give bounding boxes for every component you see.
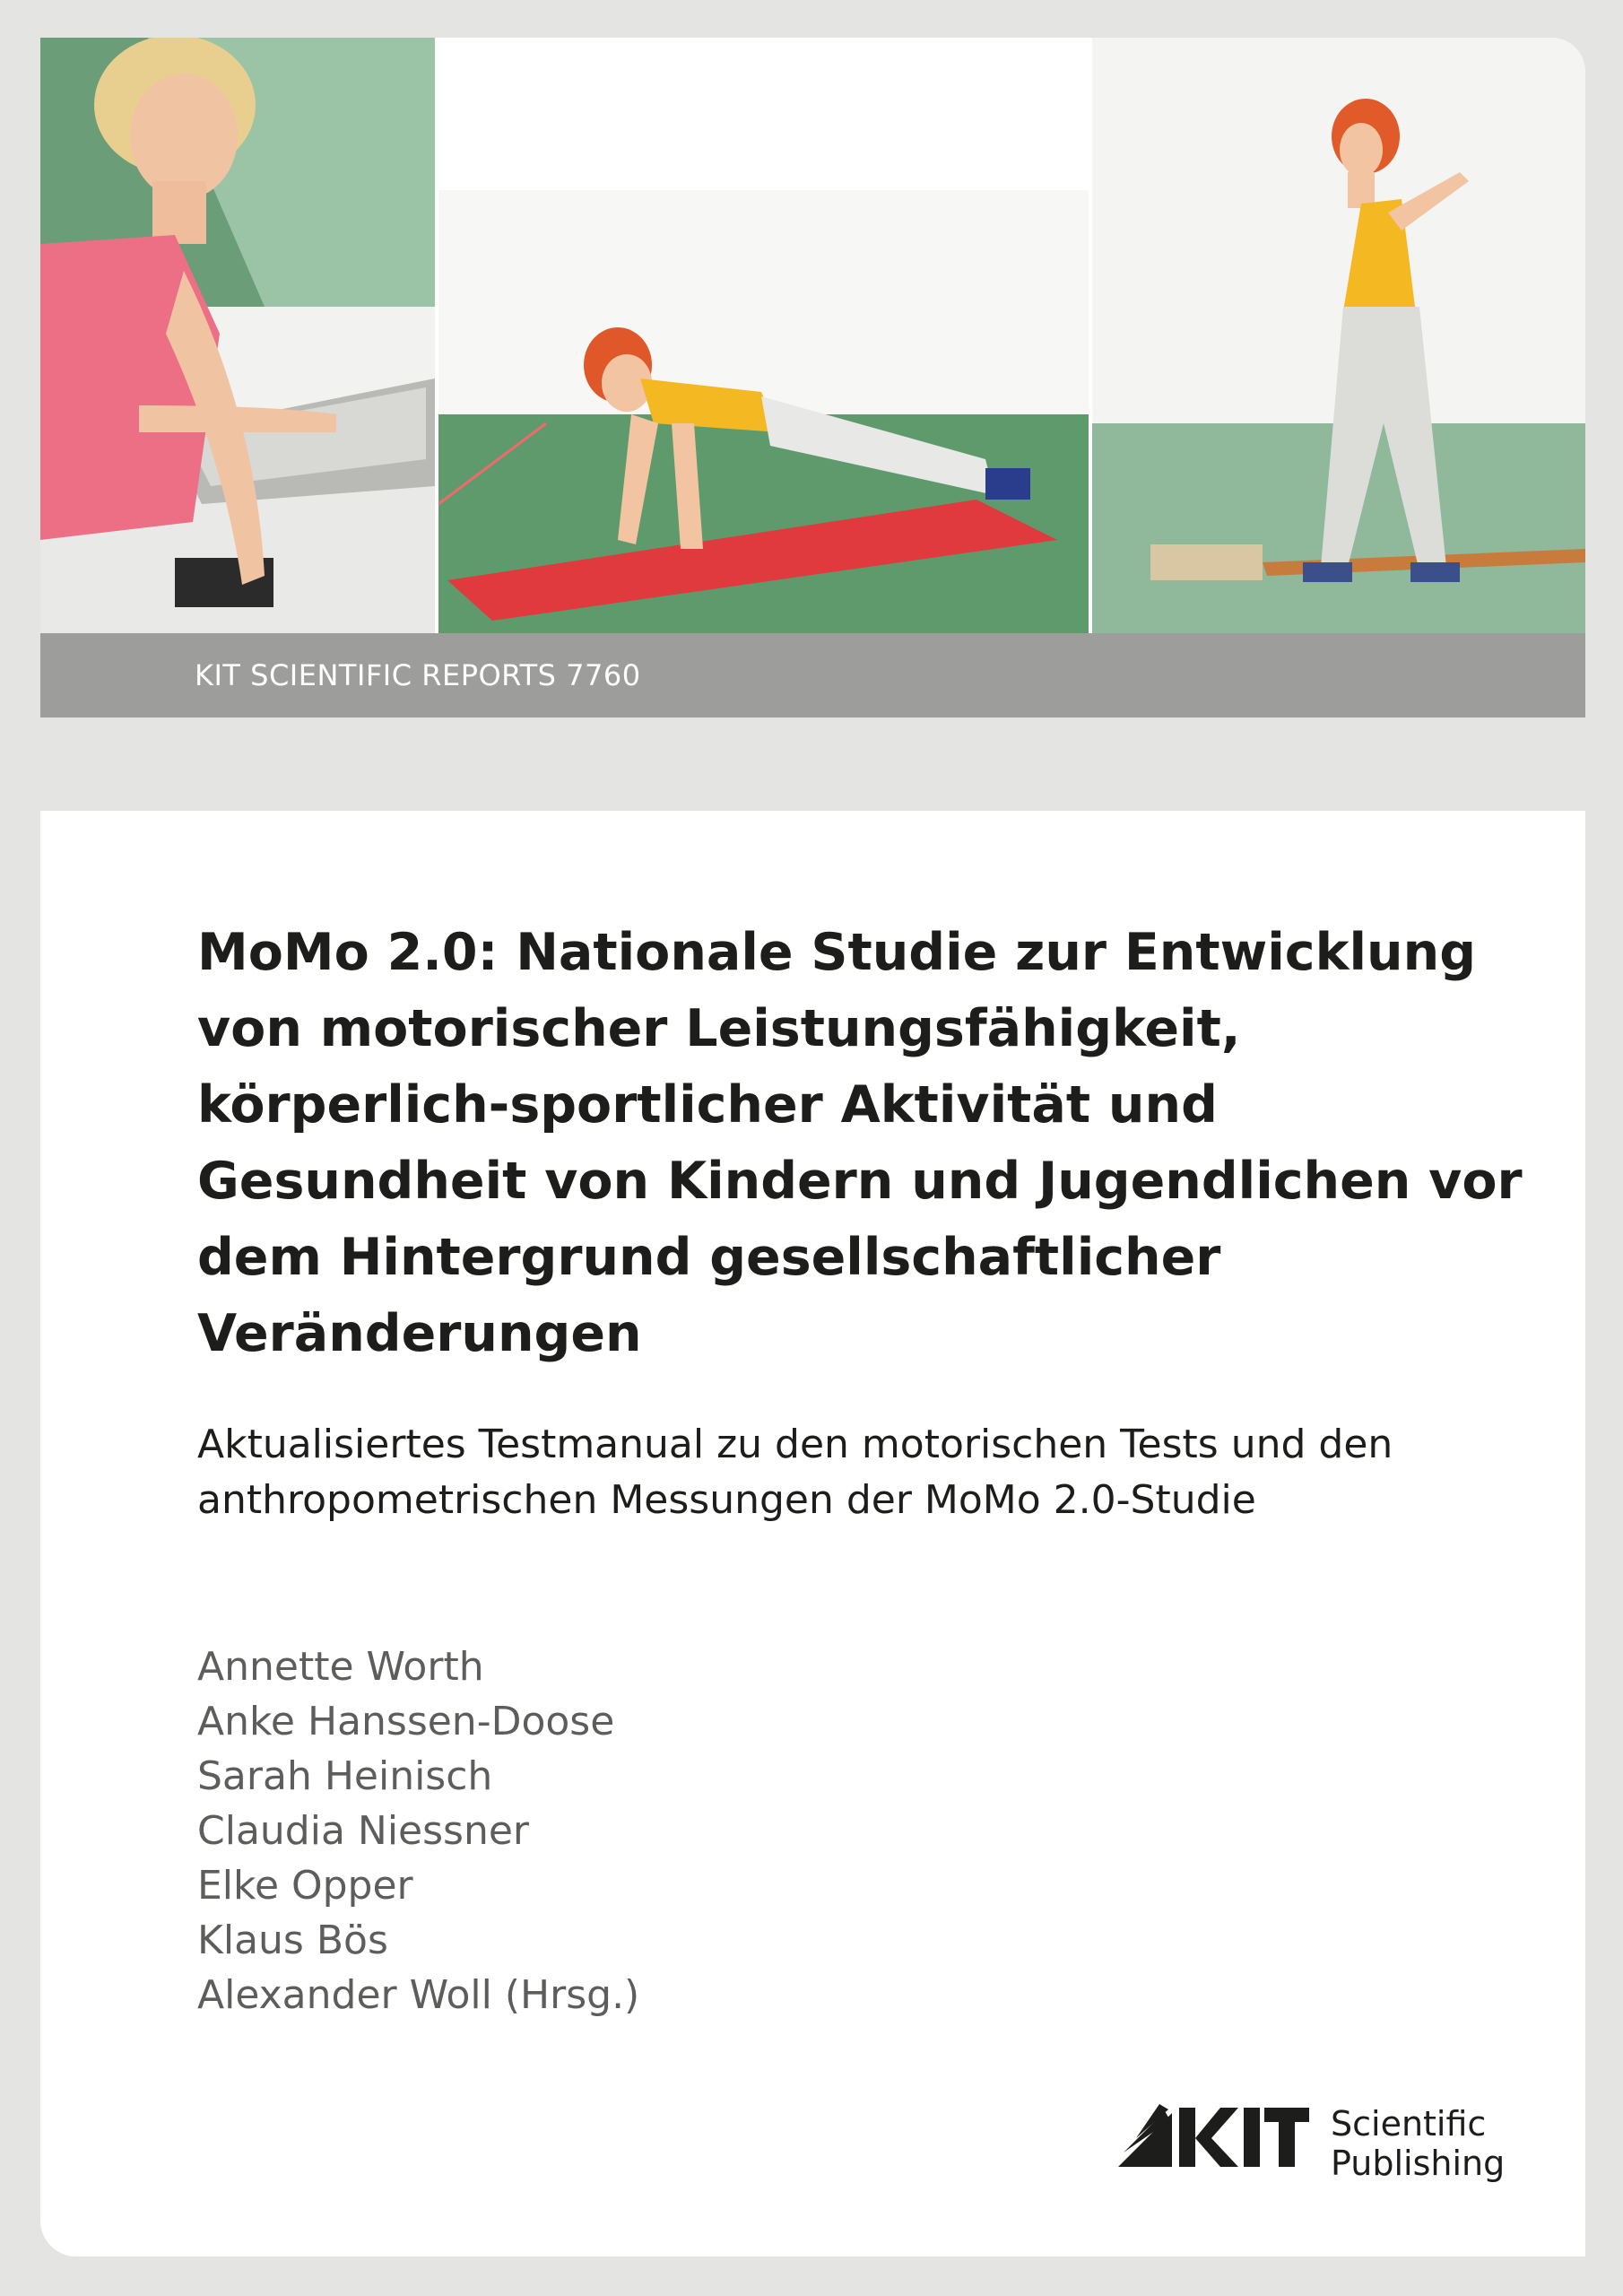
photo-tapping-board-test xyxy=(40,38,435,633)
book-title: MoMo 2.0: Nationale Studie zur Entwicklung von motorischer Leistungsfähigkeit, körperlich-sportlicher Aktivität und Gesundheit von Kindern und Jugendlichen vor dem Hintergrund gesellschaftlicher Veränderungen xyxy=(197,923,1523,1363)
series-label: KIT SCIENTIFIC REPORTS 7760 xyxy=(195,658,641,692)
cover-photo-panel xyxy=(40,38,1585,633)
editor-name: Alexander Woll (Hrsg.) xyxy=(197,1972,640,2018)
author-list xyxy=(197,1639,639,2022)
book-subtitle: Aktualisiertes Testmanual zu den motorischen Tests und den anthropometrischen Messungen der MoMo 2.0-Studie xyxy=(197,1422,1393,1523)
author-name: Klaus Bös xyxy=(197,1918,388,1963)
publisher-line-2: Publishing xyxy=(1331,2144,1506,2183)
publisher-line-1: Scientific xyxy=(1331,2104,1487,2144)
author-name: Claudia Niessner xyxy=(197,1808,530,1854)
author-name: Sarah Heinisch xyxy=(197,1753,493,1799)
publisher-name xyxy=(1331,2104,1537,2183)
author-name: Anke Hanssen-Doose xyxy=(197,1699,615,1744)
photo-push-up-test xyxy=(438,38,1089,633)
content-card xyxy=(40,811,1585,2257)
author-name: Elke Opper xyxy=(197,1863,413,1909)
svg-text:KIT: KIT xyxy=(1118,2102,1120,2103)
publisher-block xyxy=(1118,2102,1531,2192)
kit-logo-icon xyxy=(1118,2102,1311,2174)
author-name: Annette Worth xyxy=(197,1644,484,1690)
series-band xyxy=(40,633,1585,718)
photo-balance-beam-test xyxy=(1092,38,1585,633)
